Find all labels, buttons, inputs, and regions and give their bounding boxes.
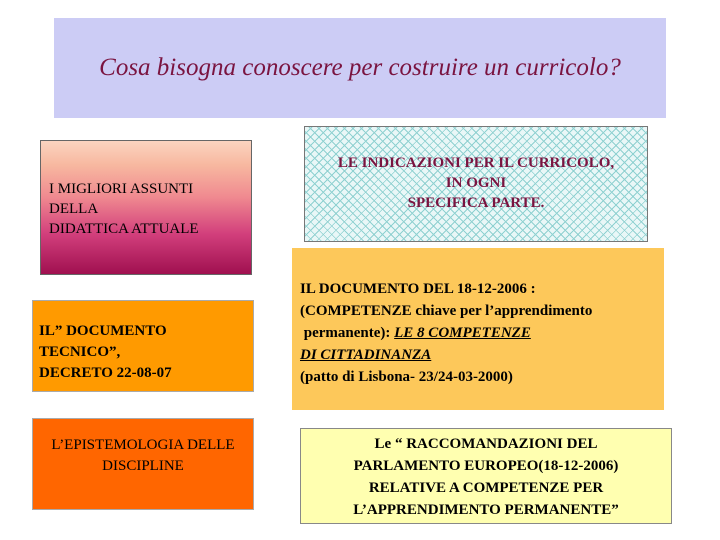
assunti-text	[49, 179, 199, 239]
documento-2006-line-5: (patto di Lisbona- 23/24-03-2000)	[300, 369, 513, 385]
competenze-link-line-1: LE 8 COMPETENZE	[394, 325, 531, 341]
documento-2006-text	[300, 278, 592, 388]
epistemologia-text: L’EPISTEMOLOGIA DELLE DISCIPLINE	[51, 437, 235, 474]
title-banner	[54, 18, 666, 118]
documento-2006-line-1: IL DOCUMENTO DEL 18-12-2006 :	[300, 281, 536, 297]
documento-2006-box	[292, 248, 664, 410]
documento-tecnico-box	[32, 300, 254, 392]
assunti-line-1: I MIGLIORI ASSUNTI	[49, 181, 194, 197]
assunti-line-2: DELLA	[49, 201, 99, 217]
raccomandazioni-box	[300, 428, 672, 524]
assunti-line-3: DIDATTICA ATTUALE	[49, 221, 199, 237]
epistemologia-box	[32, 418, 254, 510]
documento-tecnico-text: IL” DOCUMENTO TECNICO”, DECRETO 22-08-07	[39, 323, 172, 381]
documento-2006-line-2: (COMPETENZE chiave per l’apprendimento	[300, 303, 593, 319]
documento-2006-line-3-prefix: permanente):	[300, 325, 395, 341]
slide-title: Cosa bisogna conoscere per costruire un curricolo?	[99, 54, 621, 81]
assunti-box	[40, 140, 252, 275]
raccomandazioni-text: Le “ RACCOMANDAZIONI DEL PARLAMENTO EUROPEO(18-12-2006) RELATIVE A COMPETENZE PER L’APPRENDIMENTO PERMANENTE”	[353, 436, 619, 518]
competenze-link-line-2: DI CITTADINANZA	[300, 347, 432, 363]
indicazioni-text: LE INDICAZIONI PER IL CURRICOLO, IN OGNI SPECIFICA PARTE.	[337, 155, 615, 211]
indicazioni-box	[304, 126, 648, 242]
